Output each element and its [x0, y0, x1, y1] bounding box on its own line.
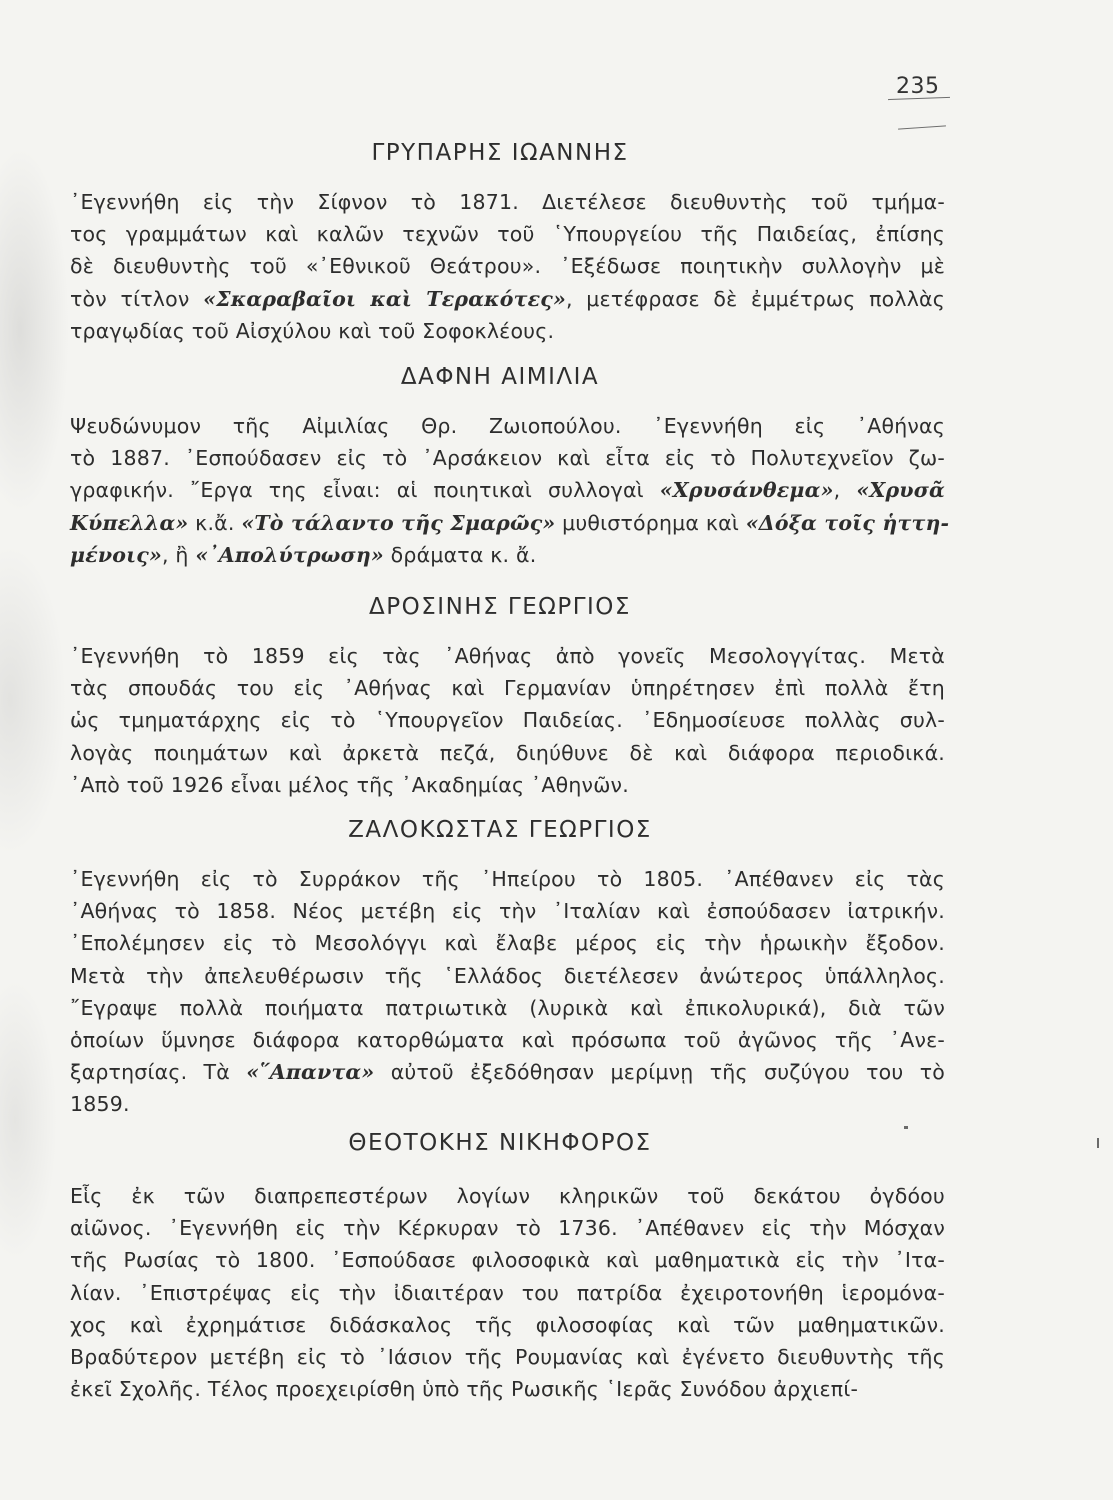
work-title: «Χρυσάνθεμα»	[659, 478, 834, 503]
text-line	[70, 186, 945, 218]
text-line	[70, 1341, 945, 1373]
text-segment: Εἷς ἐκ τῶν διαπρεπεστέρων λογίων κληρικῶν τοῦ δεκάτου ὀγδόου	[70, 1184, 945, 1208]
text-line	[70, 315, 945, 347]
text-segment: τος γραμμάτων καὶ καλῶν τεχνῶν τοῦ ῾Υπουργείου τῆς Παιδείας, ἐπίσης	[70, 222, 945, 247]
text-line	[70, 769, 945, 801]
text-line	[70, 283, 945, 315]
text-line	[70, 410, 945, 442]
entry-title: ΔΑΦΝΗ ΑΙΜΙΛΙΑ	[400, 364, 600, 390]
work-title: Κύπελλα»	[70, 510, 189, 535]
text-line	[70, 992, 945, 1024]
text-segment: 1859.	[70, 1092, 130, 1117]
entry-title: ΘΕΟΤΟΚΗΣ ΝΙΚΗΦΟΡΟΣ	[348, 1130, 652, 1156]
text-segment: Ψευδώνυμον τῆς Αἰμιλίας Θρ. Ζωιοπούλου. ᾿Εγεννήθη εἰς ᾿Αθήνας	[70, 414, 945, 438]
work-title: «Χρυσᾶ	[856, 478, 945, 503]
text-line	[70, 539, 945, 571]
text-segment: τὸν τίτλον	[70, 286, 204, 311]
text-line	[70, 704, 945, 736]
text-line	[70, 250, 945, 282]
ink-speck	[904, 1126, 908, 1129]
entry-body	[70, 186, 945, 347]
text-line	[70, 1056, 945, 1088]
text-segment: λογὰς ποιημάτων καὶ ἀρκετὰ πεζά, διηύθυνε δὲ καὶ διάφορα περιοδικά.	[70, 740, 945, 765]
text-line	[70, 1088, 945, 1120]
work-title: «Σκαραβαῖοι καὶ Τερακότες»	[203, 286, 566, 311]
text-line	[70, 1212, 945, 1244]
text-segment: ᾿Απὸ τοῦ 1926 εἶναι μέλος τῆς ᾿Ακαδημίας ᾿Αθηνῶν.	[70, 772, 629, 797]
text-segment: χος καὶ ἐχρημάτισε διδάσκαλος τῆς φιλοσοφίας καὶ τῶν μαθηματικῶν.	[70, 1312, 945, 1337]
text-segment: ὡς τμηματάρχης εἰς τὸ ῾Υπουργεῖον Παιδείας. ᾿Εδημοσίευσε πολλὰς συλ-	[70, 708, 945, 733]
text-segment: Μετὰ τὴν ἀπελευθέρωσιν τῆς ῾Ελλάδος διετέλεσεν ἀνώτερος ὑπάλληλος.	[70, 963, 945, 988]
page-number-rule	[898, 125, 946, 129]
text-line	[70, 442, 945, 474]
entry-body	[70, 863, 945, 1121]
text-segment: τραγῳδίας τοῦ Αἰσχύλου καὶ τοῦ Σοφοκλέους.	[70, 318, 555, 343]
text-line	[70, 1277, 945, 1309]
text-segment: τὰς σπουδάς του εἰς ᾿Αθήνας καὶ Γερμανίαν ὑπηρέτησεν ἐπὶ πολλὰ ἔτη	[70, 676, 945, 701]
text-line	[70, 1373, 945, 1405]
text-segment: ᾿Εγεννήθη εἰς τὸ Συρράκον τῆς ᾿Ηπείρου τὸ 1805. ᾿Απέθανεν εἰς τὰς	[70, 867, 945, 891]
page-number: 235	[896, 74, 940, 99]
text-segment: μυθιστόρημα καὶ	[555, 510, 746, 535]
text-segment: αἰῶνος. ᾿Εγεννήθη εἰς τὴν Κέρκυραν τὸ 1736. ᾿Απέθανεν εἰς τὴν Μόσχαν	[70, 1216, 945, 1241]
text-segment: κ.ἄ.	[188, 510, 242, 535]
text-segment: τὸ 1887. ᾿Εσπούδασεν εἰς τὸ ᾿Αρσάκειον καὶ εἶτα εἰς τὸ Πολυτεχνεῖον ζω-	[70, 446, 945, 471]
work-title: «Τὸ τάλαντο τῆς Σμαρῶς»	[241, 510, 556, 535]
entry-body	[70, 410, 950, 571]
text-segment: ὁποίων ὕμνησε διάφορα κατορθώματα καὶ πρόσωπα τοῦ ἀγῶνος τῆς ᾿Ανε-	[70, 1028, 945, 1053]
text-line	[70, 218, 945, 250]
text-segment: Βραδύτερον μετέβη εἰς τὸ ᾿Ιάσιον τῆς Ρουμανίας καὶ ἐγένετο διευθυντὴς τῆς	[70, 1345, 945, 1370]
text-line	[70, 507, 950, 539]
text-line	[70, 863, 945, 895]
entry-body	[70, 1180, 945, 1405]
work-title: «᾿Απολύτρωση»	[195, 542, 384, 567]
text-segment: δὲ διευθυντὴς τοῦ «᾿Εθνικοῦ Θεάτρου». ᾿Εξέδωσε ποιητικὴν συλλογὴν μὲ	[70, 254, 945, 279]
text-line	[70, 640, 945, 672]
text-segment: γραφικήν. ῎Εργα της εἶναι: αἱ ποιητικαὶ συλλογαὶ	[70, 478, 660, 503]
text-line	[70, 1309, 945, 1341]
work-title: μένοις»	[70, 542, 162, 567]
text-segment: ,	[833, 478, 857, 503]
text-segment: αὐτοῦ ἐξεδόθησαν μερίμνῃ τῆς συζύγου του τὸ	[374, 1060, 945, 1085]
text-segment: ῎Εγραψε πολλὰ ποιήματα πατριωτικὰ (λυρικὰ καὶ ἐπικολυρικά), διὰ τῶν	[70, 995, 945, 1020]
entry-body	[70, 640, 945, 801]
margin-mark	[1097, 1138, 1099, 1148]
text-line	[70, 474, 945, 506]
entry-title: ΓΡΥΠΑΡΗΣ ΙΩΑΝΝΗΣ	[371, 140, 629, 166]
text-line	[70, 1244, 945, 1276]
text-line	[70, 737, 945, 769]
text-segment: ᾿Εγεννήθη τὸ 1859 εἰς τὰς ᾿Αθήνας ἀπὸ γονεῖς Μεσολογγίτας. Μετὰ	[70, 644, 945, 668]
text-segment: ἐκεῖ Σχολῆς. Τέλος προεχειρίσθη ὑπὸ τῆς Ρωσικῆς ῾Ιερᾶς Συνόδου ἀρχιεπί-	[70, 1377, 859, 1402]
text-line	[70, 672, 945, 704]
text-line	[70, 1024, 945, 1056]
text-segment: ᾿Εγεννήθη εἰς τὴν Σίφνον τὸ 1871. Διετέλεσε διευθυντὴς τοῦ τμήμα-	[70, 190, 945, 214]
text-segment: , ἢ	[161, 542, 196, 567]
entry-title: ΔΡΟΣΙΝΗΣ ΓΕΩΡΓΙΟΣ	[369, 594, 631, 620]
work-title: «Δόξα τοῖς ἡττη-	[745, 510, 950, 535]
text-segment: ξαρτησίας. Τὰ	[70, 1060, 247, 1085]
text-segment: ᾿Αθήνας τὸ 1858. Νέος μετέβη εἰς τὴν ᾿Ιταλίαν καὶ ἐσπούδασεν ἰατρικήν.	[70, 899, 945, 924]
work-title: «῞Απαντα»	[246, 1060, 375, 1085]
text-line	[70, 960, 945, 992]
text-segment: δράματα κ. ἄ.	[383, 542, 537, 567]
text-segment: , μετέφρασε δὲ ἐμμέτρως πολλὰς	[565, 286, 945, 311]
text-segment: τῆς Ρωσίας τὸ 1800. ᾿Εσπούδασε φιλοσοφικὰ καὶ μαθηματικὰ εἰς τὴν ᾿Ιτα-	[70, 1248, 945, 1273]
entry-title: ΖΑΛΟΚΩΣΤΑΣ ΓΕΩΡΓΙΟΣ	[348, 817, 652, 843]
text-line	[70, 895, 945, 927]
text-segment: λίαν. ᾿Επιστρέψας εἰς τὴν ἰδιαιτέραν του πατρίδα ἐχειροτονήθη ἱερομόνα-	[70, 1280, 945, 1305]
text-segment: ᾿Επολέμησεν εἰς τὸ Μεσολόγγι καὶ ἔλαβε μέρος εἰς τὴν ἡρωικὴν ἔξοδον.	[70, 931, 945, 956]
text-line	[70, 927, 945, 959]
text-line	[70, 1180, 945, 1212]
